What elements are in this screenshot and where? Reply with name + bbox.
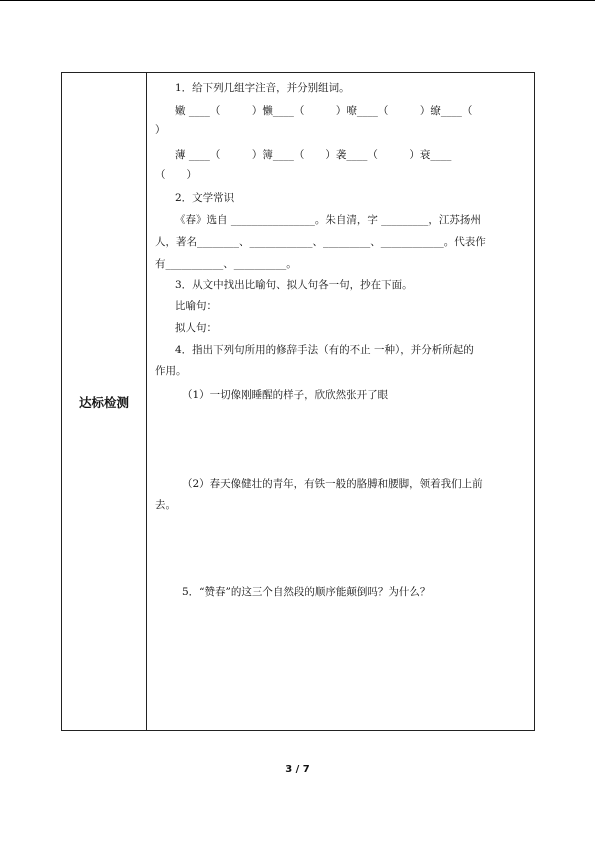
q4-item2-cont: 去。: [155, 499, 176, 511]
q2-line1: 《春》选自 ________________。朱自清，字 _________，江苏扬州: [175, 214, 481, 226]
q1-row1: 嫩 ____（ ）懒____（ ）嘹____（ ）缭____（: [175, 105, 473, 117]
q2-title: 2．文学常识: [175, 192, 235, 204]
q1-row2-cont: （ ）: [155, 169, 197, 181]
q1-row1-cont: ）: [155, 124, 166, 136]
q4-title: 4．指出下列句所用的修辞手法（有的不止 一种），并分析所起的: [175, 344, 474, 356]
q5-title: 5．“赞春”的这三个自然段的顺序能颠倒吗？为什么？: [182, 586, 431, 598]
page-number: 3 / 7: [285, 764, 310, 775]
q3-personification: 拟人句：: [175, 322, 217, 334]
q3-title: 3．从文中找出比喻句、拟人句各一句，抄在下面。: [175, 279, 413, 291]
worksheet-table: [61, 72, 535, 731]
section-label-cell: [62, 73, 146, 730]
q2-line2: 人，著名________、____________、_________、____________。代表作: [155, 236, 486, 248]
q1-title: 1．给下列几组字注音，并分别组词。: [175, 82, 350, 94]
q4-item1: （1）一切像刚睡醒的样子，欣欣然张开了眼: [182, 389, 389, 401]
q4-title-cont: 作用。: [155, 365, 187, 377]
q2-line3: 有___________、__________。: [155, 258, 297, 270]
q4-item2: （2）春天像健壮的青年，有铁一般的胳膊和腰脚，领着我们上前: [182, 478, 483, 490]
questions-cell: [147, 73, 534, 730]
q1-row2: 薄 ____（ ）簿____（ ）袭____（ ）衰____: [175, 149, 452, 161]
top-rule: [0, 0, 595, 1]
q3-simile: 比喻句：: [175, 300, 217, 312]
section-label: 达标检测: [78, 394, 129, 410]
